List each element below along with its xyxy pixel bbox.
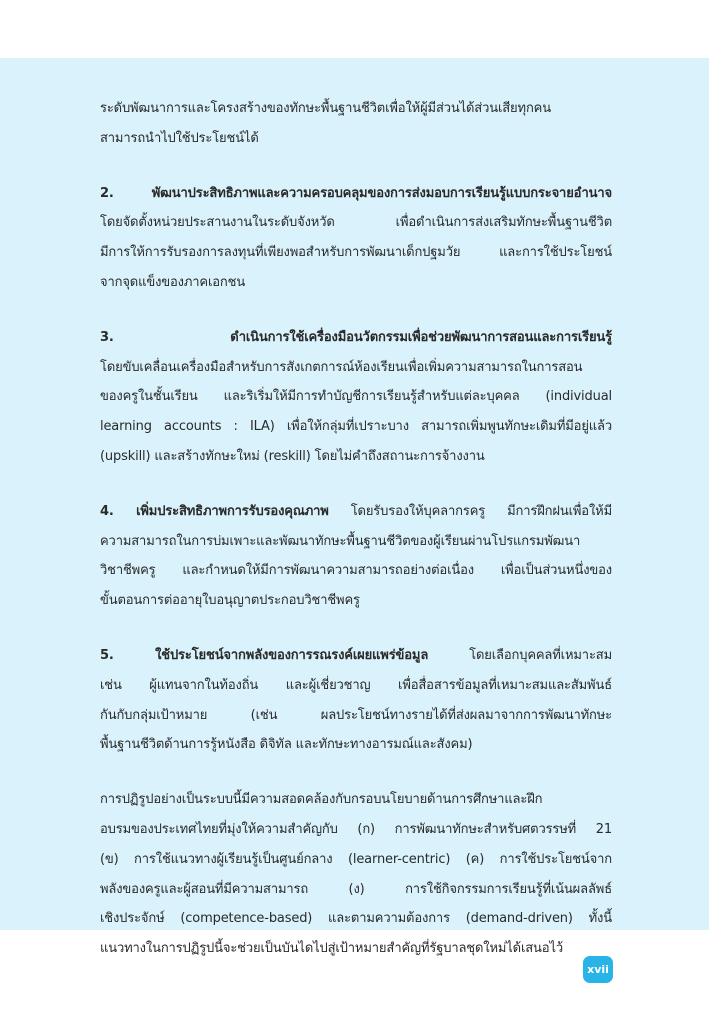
text-line: (ข) การใช้แนวทางผู้เรียนรู้เป็นศูนย์กลาง (learner-centric) (ค) การใช้ประโยชน์จาก — [100, 851, 612, 867]
paragraph-item-3 — [100, 323, 612, 472]
text-line: ความสามารถในการบ่มเพาะและพัฒนาทักษะพื้นฐานชีวิตของผู้เรียนผ่านโปรแกรมพัฒนา — [100, 533, 581, 549]
page-body — [100, 94, 612, 989]
page-number-badge: xvii — [583, 956, 613, 983]
text-line: ระดับพัฒนาการและโครงสร้างของทักษะพื้นฐานชีวิตเพื่อให้ผู้มีส่วนได้ส่วนเสียทุกคน — [100, 101, 551, 116]
text-line: เชิงประจักษ์ (competence-based) และตามความต้องการ (demand-driven) ทั้งนี้ — [100, 911, 612, 927]
item-heading: 2. พัฒนาประสิทธิภาพและความครอบคลุมของการส่งมอบการเรียนรู้แบบกระจายอำนาจ — [100, 185, 612, 201]
text-line: โดยขับเคลื่อนเครื่องมือสำหรับการสังเกตการณ์ห้องเรียนเพื่อเพิ่มความสามารถในการสอน — [100, 359, 583, 375]
text-line: learning accounts : ILA) เพื่อให้กลุ่มที่เปราะบาง สามารถเพิ่มพูนทักษะเดิมที่มีอยู่แล้ว — [100, 419, 612, 435]
paragraph-item-5 — [100, 641, 612, 760]
text-line: พลังของครูและผู้สอนที่มีความสามารถ (ง) การใช้กิจกรรมการเรียนรู้ที่เน้นผลลัพธ์ — [100, 881, 612, 897]
text-line: กันกับกลุ่มเป้าหมาย (เช่น ผลประโยชน์ทางรายได้ที่ส่งผลมาจากการพัฒนาทักษะ — [100, 707, 612, 723]
item-heading: 5. ใช้ประโยชน์จากพลังของการรณรงค์เผยแพร่ข้อมูล — [100, 647, 429, 663]
text-line: มีการให้การรับรองการลงทุนที่เพียงพอสำหรับการพัฒนาเด็กปฐมวัย และการใช้ประโยชน์ — [100, 245, 612, 261]
text-line — [100, 497, 612, 527]
text-line: สามารถนำไปใช้ประโยชน์ได้ — [100, 130, 259, 146]
text-line: ขั้นตอนการต่ออายุใบอนุญาตประกอบวิชาชีพครู — [100, 593, 360, 609]
text-line: ของครูในชั้นเรียน และริเริ่มให้มีการทำบัญชีการเรียนรู้สำหรับแต่ละบุคคล (individual — [100, 389, 612, 405]
paragraph-item-4 — [100, 497, 612, 616]
text-line: วิชาชีพครู และกำหนดให้มีการพัฒนาความสามารถอย่างต่อเนื่อง เพื่อเป็นส่วนหนึ่งของ — [100, 563, 612, 579]
text-line: อบรมของประเทศไทยที่มุ่งให้ความสำคัญกับ (ก) การพัฒนาทักษะสำหรับศตวรรษที่ 21 — [100, 821, 612, 837]
paragraph-intro — [100, 94, 612, 154]
text-line: แนวทางในการปฏิรูปนี้จะช่วยเป็นบันไดไปสู่เป้าหมายสำคัญที่รัฐบาลชุดใหม่ได้เสนอไว้ — [100, 941, 563, 957]
text-line: จากจุดแข็งของภาคเอกชน — [100, 274, 246, 290]
text-line: เช่น ผู้แทนจากในท้องถิ่น และผู้เชี่ยวชาญ เพื่อสื่อสารข้อมูลที่เหมาะสมและสัมพันธ์ — [100, 677, 612, 693]
item-heading: 4. เพิ่มประสิทธิภาพการรับรองคุณภาพ — [100, 503, 329, 519]
text-line — [100, 641, 612, 671]
text-line: (upskill) และสร้างทักษะใหม่ (reskill) โดยไม่คำถึงสถานะการจ้างงาน — [100, 448, 485, 464]
text-run: โดยรับรองให้บุคลากรครู มีการฝึกฝนเพื่อให้มี — [328, 503, 612, 519]
paragraph-conclusion — [100, 785, 612, 964]
text-line: พื้นฐานชีวิตด้านการรู้หนังสือ ดิจิทัล และทักษะทางอารมณ์และสังคม) — [100, 737, 473, 753]
text-run: โดยเลือกบุคคลที่เหมาะสม — [428, 647, 612, 663]
text-line: โดยจัดตั้งหน่วยประสานงานในระดับจังหวัด เพื่อดำเนินการส่งเสริมทักษะพื้นฐานชีวิต — [100, 215, 612, 231]
item-heading: 3. ดำเนินการใช้เครื่องมือนวัตกรรมเพื่อช่วยพัฒนาการสอนและการเรียนรู้ — [100, 329, 612, 345]
text-line: การปฏิรูปอย่างเป็นระบบนี้มีความสอดคล้องกับกรอบนโยบายด้านการศึกษาและฝึก — [100, 792, 543, 808]
paragraph-item-2 — [100, 179, 612, 298]
